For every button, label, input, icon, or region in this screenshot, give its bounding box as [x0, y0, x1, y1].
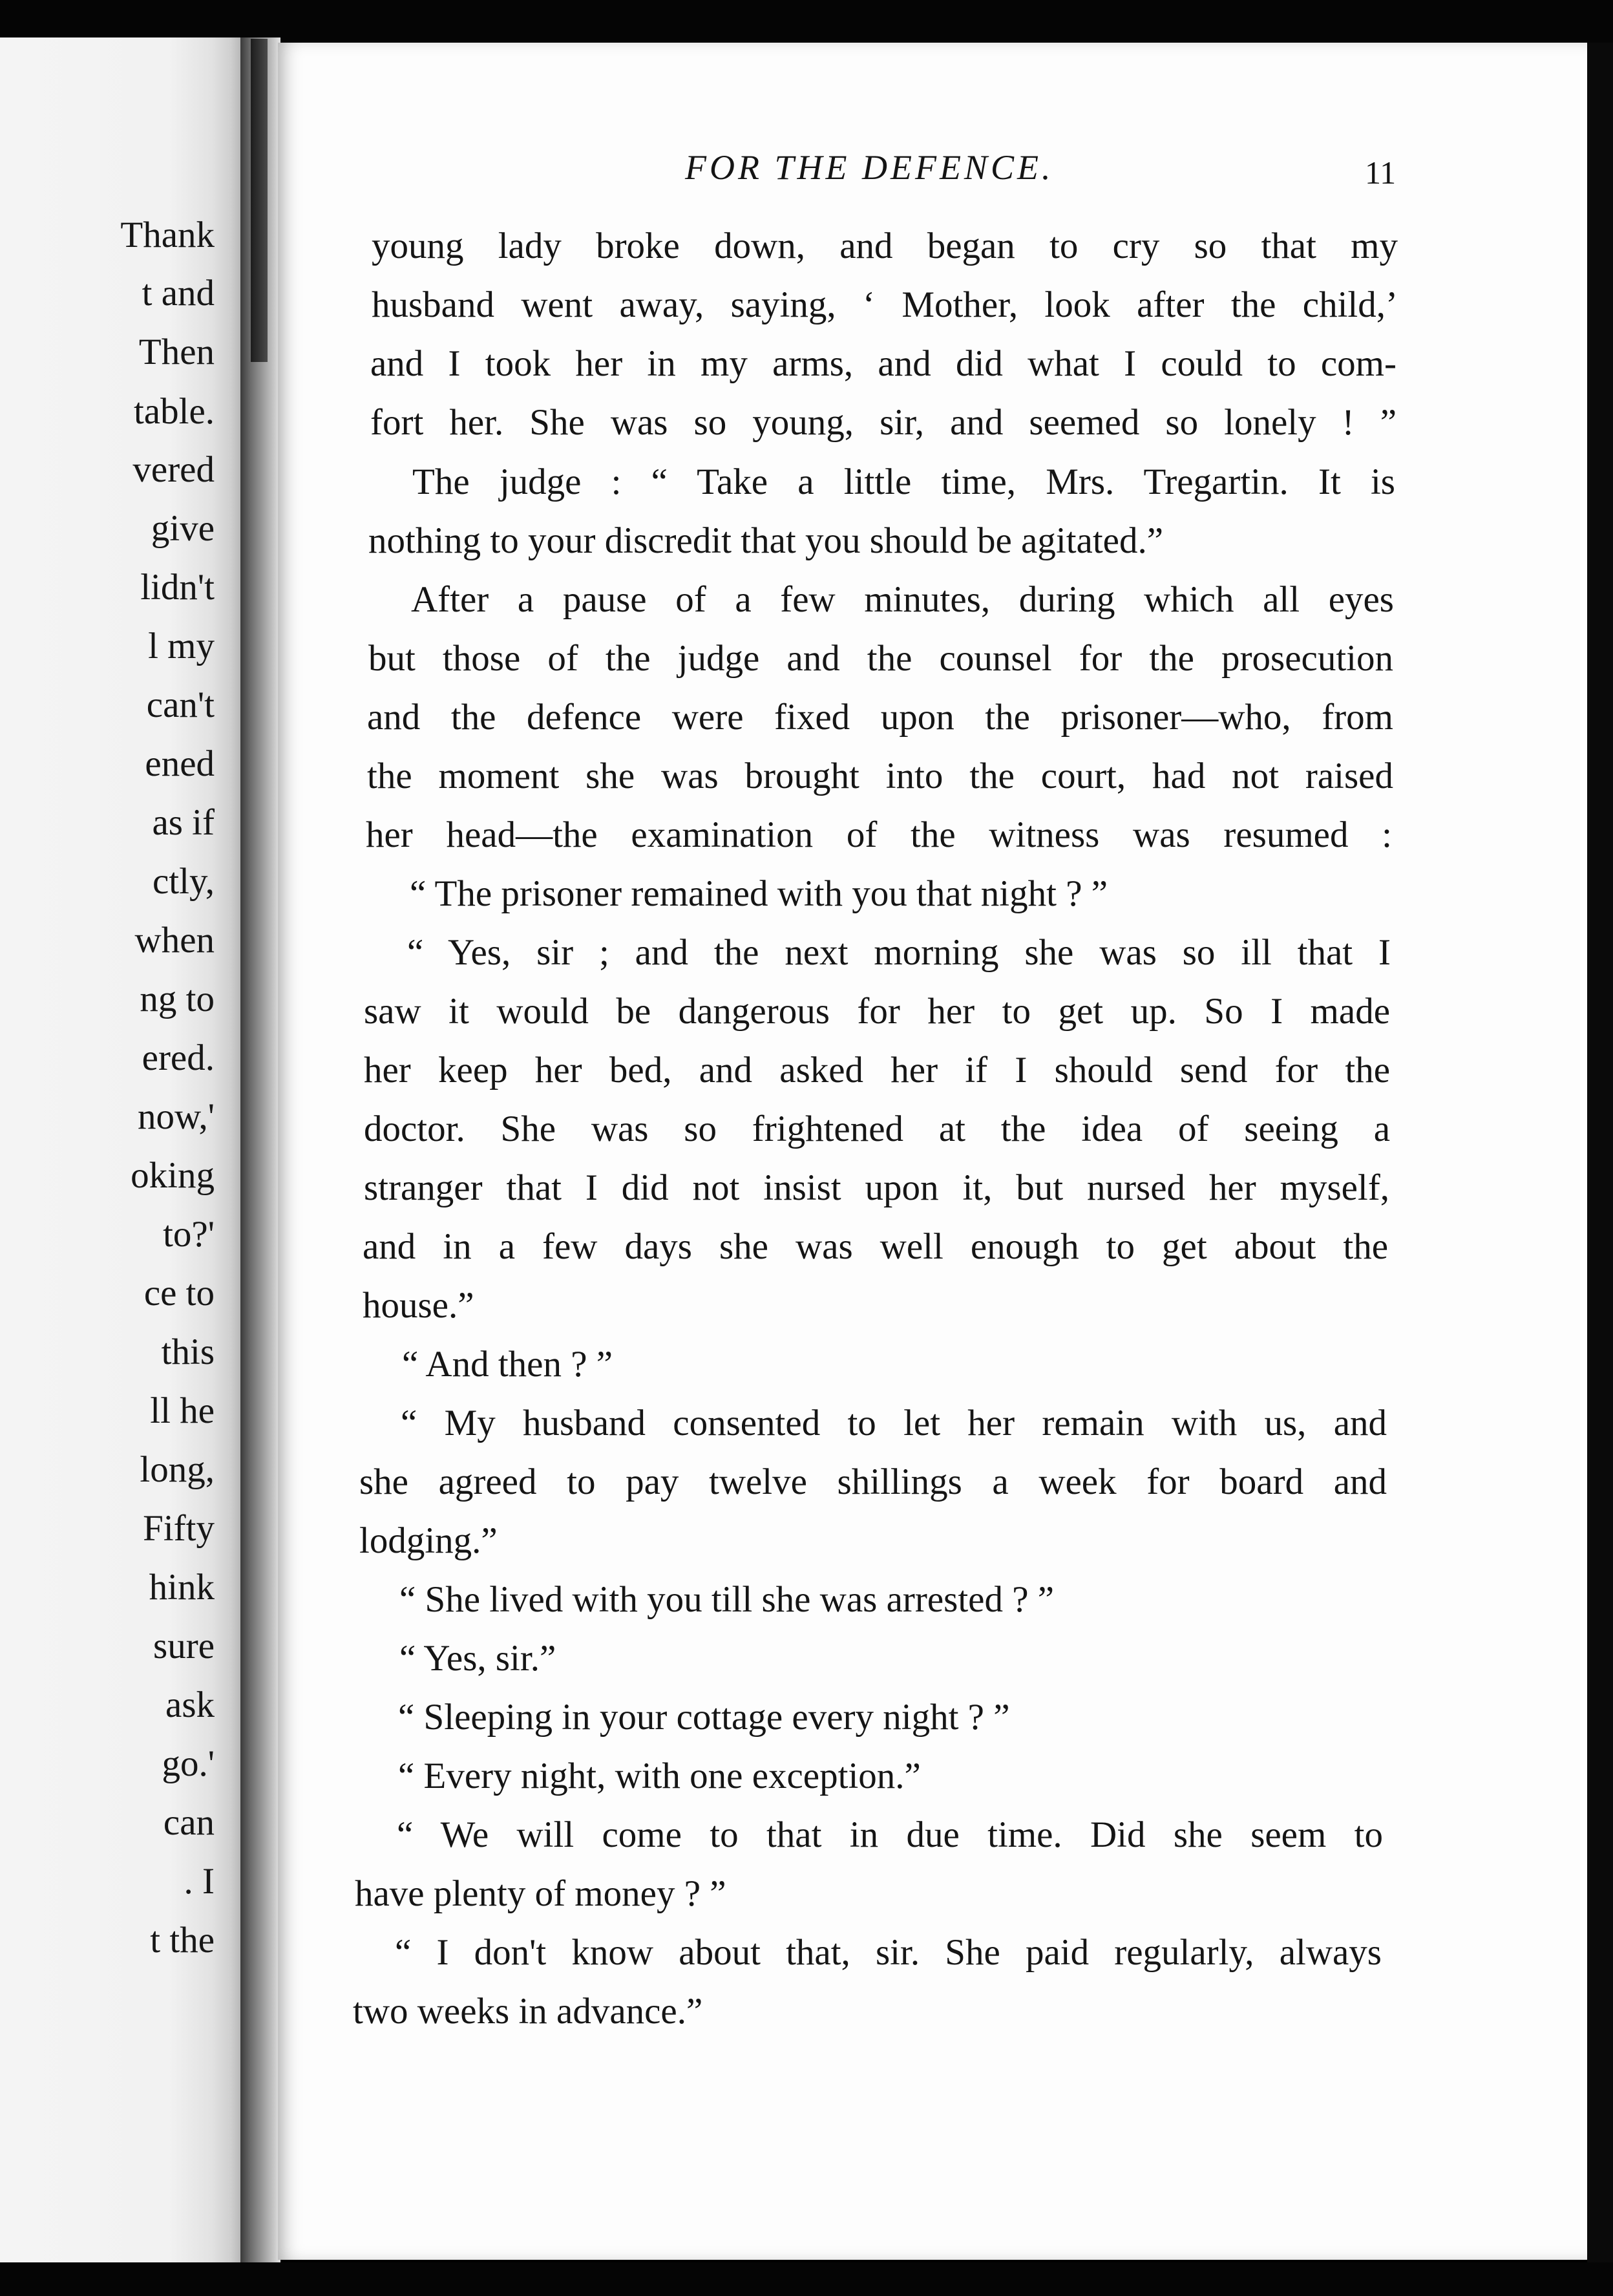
text-line: doctor. She was so frightened at the idea of seeing a	[364, 1109, 1390, 1149]
left-page-fragment: hink	[149, 1567, 215, 1608]
left-page-fragment: Then	[138, 332, 215, 372]
left-page-fragment: this	[161, 1332, 215, 1372]
text-line: After a pause of a few minutes, during which all eyes	[411, 579, 1394, 620]
text-line: “ And then ? ”	[402, 1344, 613, 1385]
left-page-fragment: t the	[150, 1920, 215, 1961]
left-page-fragment: go.'	[162, 1743, 215, 1784]
text-line: but those of the judge and the counsel for the prosecution	[368, 638, 1393, 679]
text-line: “ Yes, sir ; and the next morning she was so ill that I	[407, 932, 1391, 973]
text-line: and in a few days she was well enough to get about the	[363, 1226, 1388, 1267]
text-line: two weeks in advance.”	[353, 1991, 703, 2032]
page-edge-shadow	[251, 39, 268, 362]
text-line: her head—the examination of the witness was resumed :	[366, 814, 1392, 855]
text-line: her keep her bed, and asked her if I should send for the	[364, 1050, 1390, 1090]
text-line: “ Sleeping in your cottage every night ? ”	[398, 1697, 1010, 1738]
left-page-fragment: vered	[132, 449, 215, 490]
text-line: “ She lived with you till she was arrested ? ”	[399, 1579, 1055, 1620]
left-page-fragment: oking	[131, 1155, 215, 1196]
text-line: “ Yes, sir.”	[399, 1638, 556, 1679]
text-line: “ We will come to that in due time. Did she seem to	[397, 1814, 1383, 1855]
running-head: FOR THE DEFENCE.	[685, 148, 1054, 187]
scan-border-right	[1587, 43, 1613, 2262]
left-page-fragment: ng to	[140, 979, 215, 1019]
text-line: saw it would be dangerous for her to get up. So I made	[364, 991, 1390, 1032]
text-line: the moment she was brought into the court, had not raised	[367, 756, 1393, 796]
text-line: nothing to your discredit that you should be agitated.”	[368, 520, 1164, 561]
left-page-fragment: as if	[152, 802, 215, 843]
left-page-fragment: sure	[153, 1626, 215, 1666]
text-line: she agreed to pay twelve shillings a week for board and	[359, 1462, 1387, 1502]
text-line: “ My husband consented to let her remain with us, and	[401, 1403, 1387, 1443]
left-page-fragment: give	[151, 508, 215, 549]
left-page-fragment: ce to	[143, 1273, 215, 1313]
text-line: fort her. She was so young, sir, and seemed so lonely ! ”	[370, 402, 1397, 443]
left-page-fragment: ask	[165, 1685, 215, 1725]
left-page-fragment: table.	[133, 391, 215, 432]
text-line: and the defence were fixed upon the prisoner—who, from	[367, 697, 1393, 738]
left-page-fragment: ened	[145, 743, 215, 784]
scan-border-bottom	[0, 2262, 1613, 2296]
text-line: young lady broke down, and began to cry so that my	[372, 226, 1398, 266]
left-page-fragment: now,'	[138, 1096, 215, 1137]
left-page-fragment: l my	[148, 626, 215, 666]
text-line: The judge : “ Take a little time, Mrs. Tregartin. It is	[412, 462, 1395, 502]
text-line: and I took her in my arms, and did what I could to com-	[370, 343, 1397, 384]
left-facing-page	[0, 37, 240, 2262]
text-line: “ Every night, with one exception.”	[398, 1756, 921, 1796]
page-number: 11	[1365, 154, 1397, 191]
left-page-fragment: can't	[146, 685, 215, 725]
left-page-fragment: t and	[142, 273, 215, 314]
left-page-fragment: ered.	[142, 1037, 215, 1078]
left-page-fragment: lidn't	[140, 567, 215, 608]
text-line: husband went away, saying, ‘ Mother, look after the child,’	[372, 284, 1398, 325]
left-page-fragment: . I	[184, 1861, 215, 1902]
left-page-fragment: ctly,	[152, 861, 215, 902]
text-line: stranger that I did not insist upon it, but nursed her myself,	[364, 1167, 1389, 1208]
text-line: house.”	[363, 1285, 474, 1326]
text-line: “ I don't know about that, sir. She paid regularly, always	[395, 1932, 1382, 1973]
left-page-fragment: Thank	[120, 215, 215, 255]
left-page-fragment: can	[163, 1802, 215, 1843]
left-page-fragment: to?'	[163, 1214, 215, 1255]
left-page-fragment: long,	[140, 1449, 215, 1490]
left-page-fragment: ll he	[150, 1390, 215, 1431]
book-gutter	[240, 37, 280, 2262]
left-page-fragment: when	[134, 920, 215, 961]
text-line: lodging.”	[359, 1520, 498, 1561]
text-line: have plenty of money ? ”	[355, 1873, 726, 1914]
text-line: “ The prisoner remained with you that night ? ”	[410, 873, 1108, 914]
left-page-fragment: Fifty	[143, 1508, 215, 1549]
